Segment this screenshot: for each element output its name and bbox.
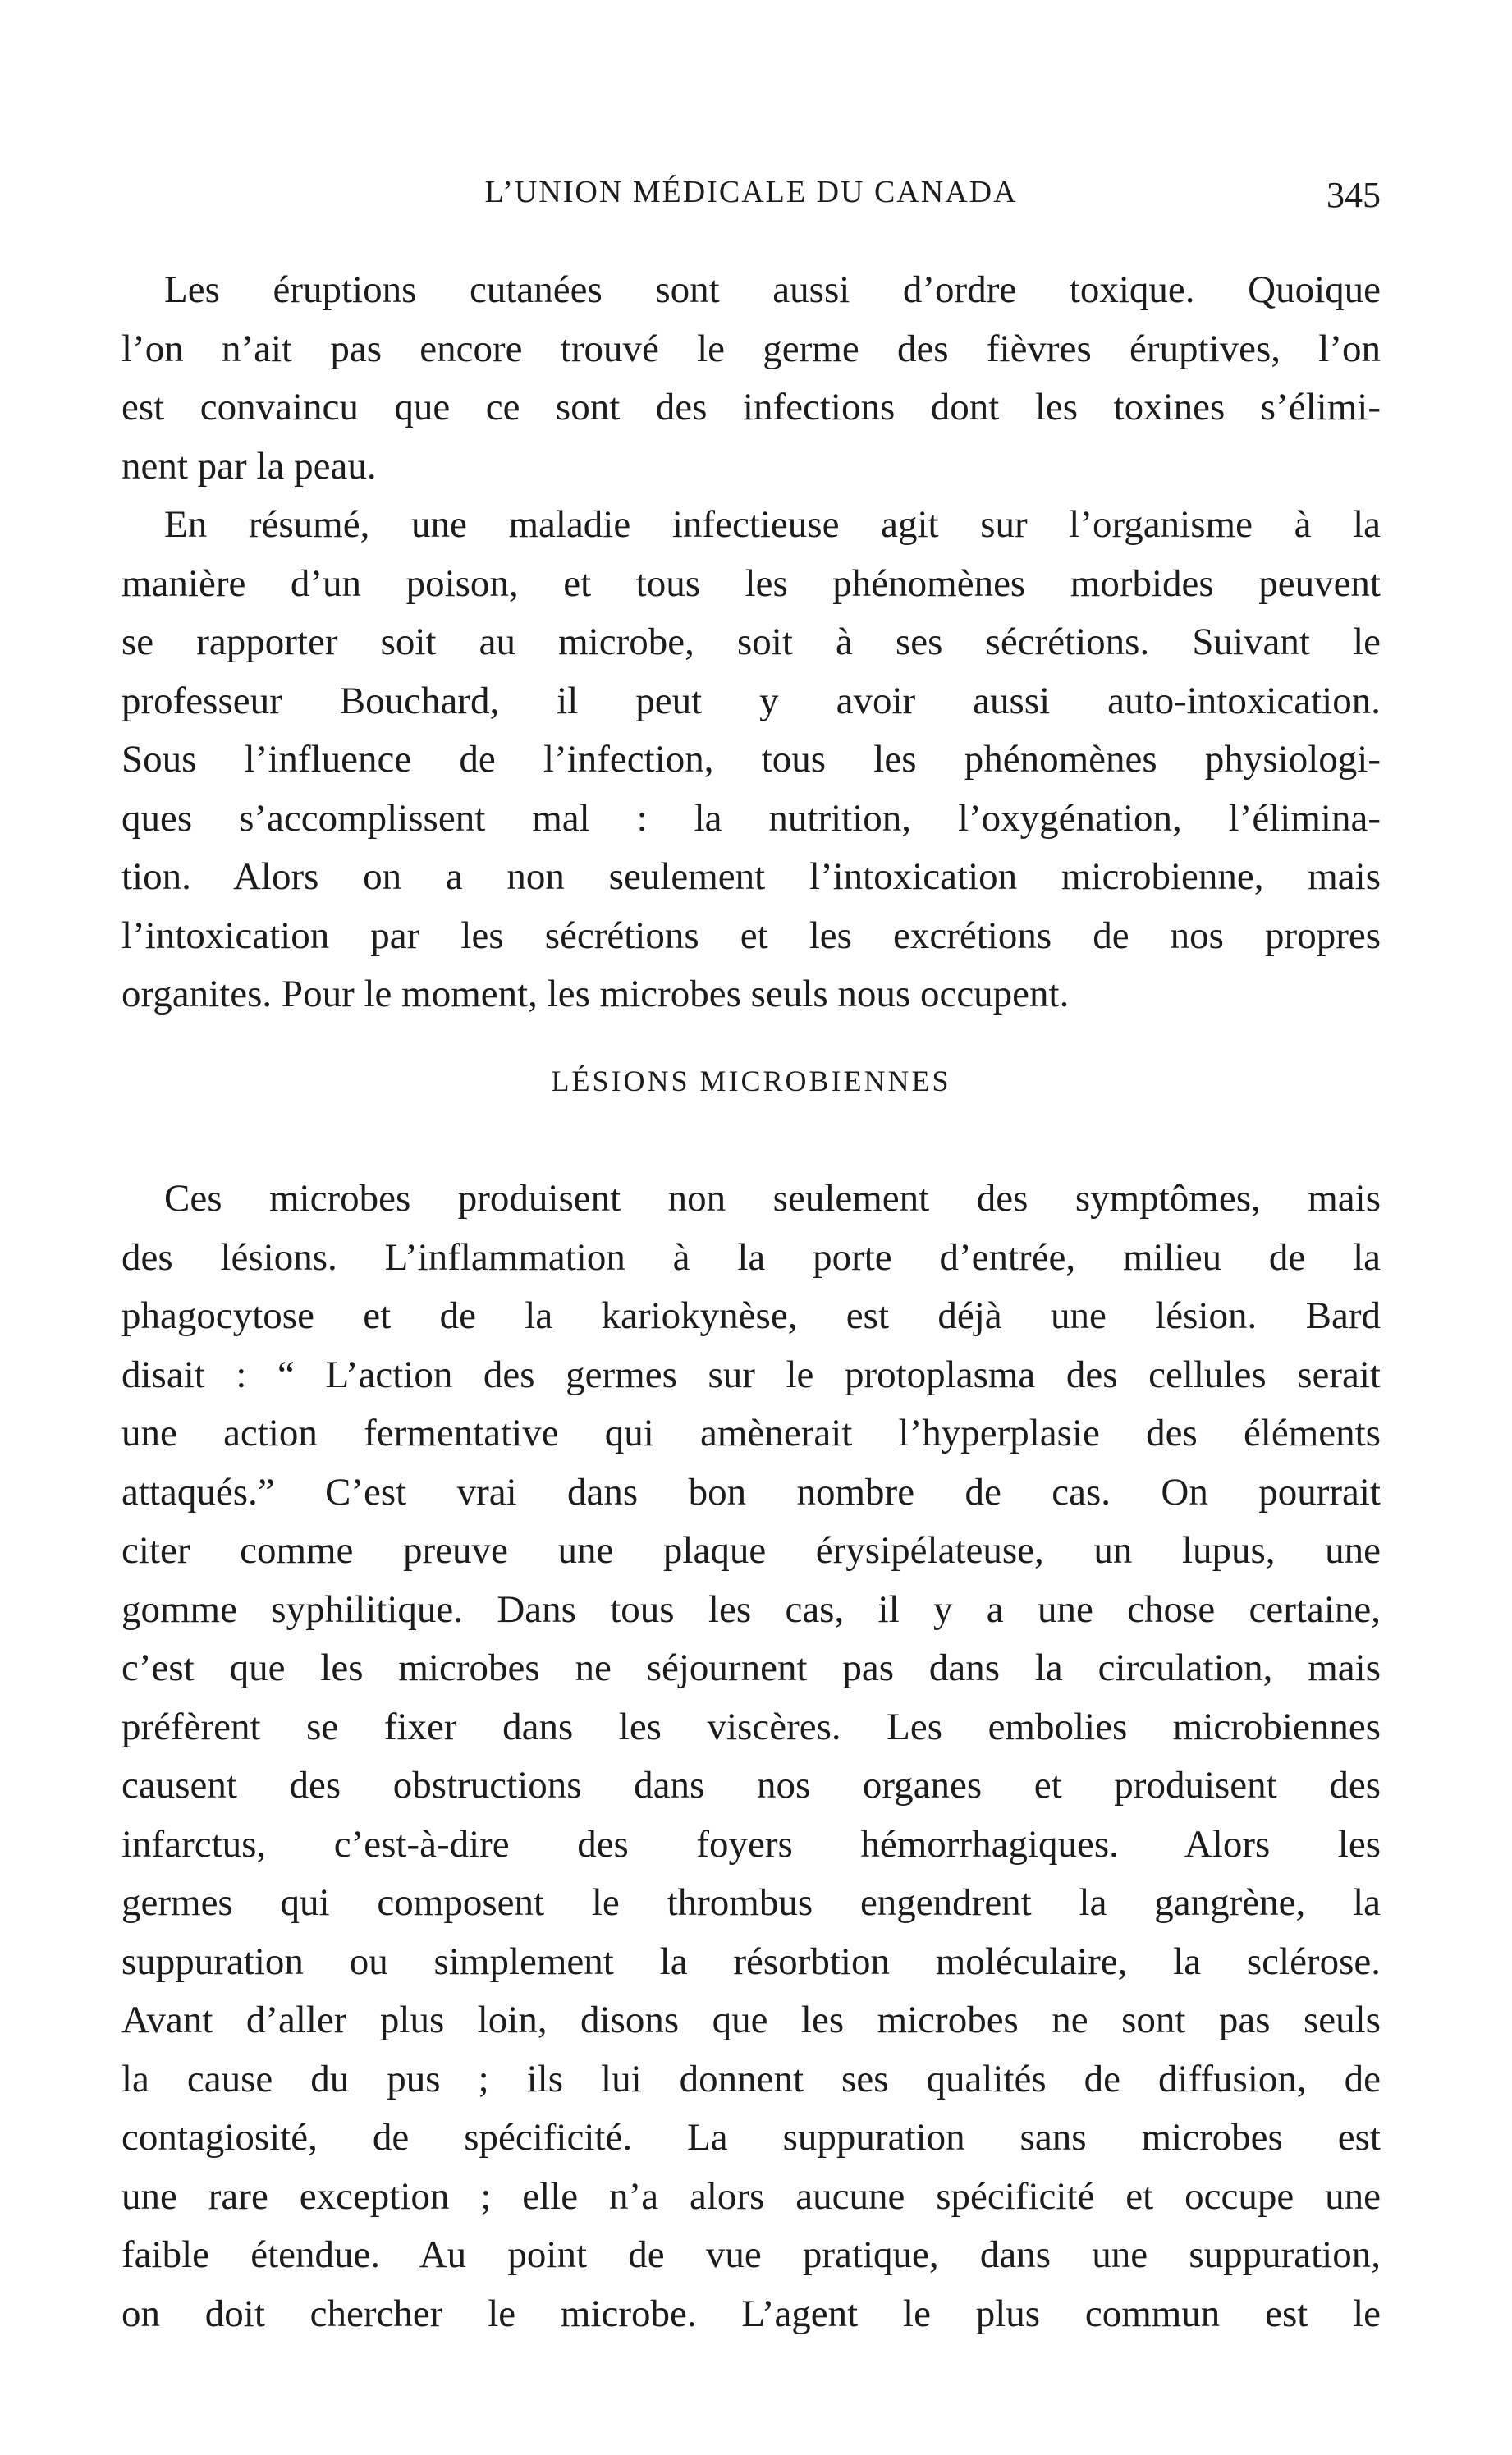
text-line: germes qui composent le thrombus engendrent la gangrène, la xyxy=(121,1881,1381,1924)
text-line: nent par la peau. xyxy=(121,444,377,488)
text-line: disait : “ L’action des germes sur le protoplasma des cellules serait xyxy=(121,1353,1381,1396)
section-heading: LÉSIONS MICROBIENNES xyxy=(551,1065,951,1097)
text-line: suppuration ou simplement la résorbtion moléculaire, la sclérose. xyxy=(121,1940,1381,1983)
text-line: phagocytose et de la kariokynèse, est déjà une lésion. Bard xyxy=(121,1294,1381,1337)
page-number: 345 xyxy=(1326,175,1381,215)
text-line: des lésions. L’inflammation à la porte d’entrée, milieu de la xyxy=(121,1235,1381,1279)
page-header xyxy=(121,174,1381,223)
text-line: ques s’accomplissent mal : la nutrition, l’oxygénation, l’élimina- xyxy=(121,796,1381,840)
text-line: manière d’un poison, et tous les phénomènes morbides peuvent xyxy=(121,561,1381,605)
text-line: citer comme preuve une plaque érysipélateuse, un lupus, une xyxy=(121,1529,1381,1572)
text-line: faible étendue. Au point de vue pratique, dans une suppuration, xyxy=(121,2233,1381,2276)
text-line: gomme syphilitique. Dans tous les cas, il y a une chose certaine, xyxy=(121,1587,1381,1631)
text-line: on doit chercher le microbe. L’agent le plus commun est le xyxy=(121,2292,1381,2335)
text-line: l’intoxication par les sécrétions et les excrétions de nos propres xyxy=(121,914,1381,957)
text-line: la cause du pus ; ils lui donnent ses qualités de diffusion, de xyxy=(121,2057,1381,2100)
text-line: l’on n’ait pas encore trouvé le germe des fièvres éruptives, l’on xyxy=(121,327,1381,370)
text-line: c’est que les microbes ne séjournent pas dans la circulation, mais xyxy=(121,1647,1381,1689)
text-line: Avant d’aller plus loin, disons que les microbes ne sont pas seuls xyxy=(121,1999,1381,2041)
text-line: Sous l’influence de l’infection, tous les phénomènes physiologi- xyxy=(121,738,1381,781)
text-line: organites. Pour le moment, les microbes seuls nous occupent. xyxy=(121,973,1070,1015)
text-line: Ces microbes produisent non seulement des symptômes, mais xyxy=(164,1177,1381,1220)
text-line: infarctus, c’est-à-dire des foyers hémorrhagiques. Alors les xyxy=(121,1822,1381,1866)
text-line: causent des obstructions dans nos organes et produisent des xyxy=(121,1764,1381,1807)
text-line: préfèrent se fixer dans les viscères. Les embolies microbiennes xyxy=(121,1705,1381,1748)
text-line: En résumé, une maladie infectieuse agit sur l’organisme à la xyxy=(164,503,1381,546)
body-text-bottom xyxy=(121,1170,1381,2343)
running-title: L’UNION MÉDICALE DU CANADA xyxy=(484,175,1018,209)
text-line: une action fermentative qui amènerait l’hyperplasie des éléments xyxy=(121,1412,1381,1454)
text-line: attaqués.” C’est vrai dans bon nombre de cas. On pourrait xyxy=(121,1470,1381,1514)
text-line: contagiosité, de spécificité. La suppuration sans microbes est xyxy=(121,2116,1381,2159)
text-line: Les éruptions cutanées sont aussi d’ordre toxique. Quoique xyxy=(164,268,1381,311)
text-line: une rare exception ; elle n’a alors aucune spécificité et occupe une xyxy=(121,2174,1381,2218)
body-text-top xyxy=(121,261,1381,1024)
text-line: se rapporter soit au microbe, soit à ses sécrétions. Suivant le xyxy=(121,621,1381,663)
text-line: est convaincu que ce sont des infections dont les toxines s’élimi- xyxy=(121,386,1381,428)
text-line: professeur Bouchard, il peut y avoir aussi auto-intoxication. xyxy=(121,679,1381,722)
text-line: tion. Alors on a non seulement l’intoxication microbienne, mais xyxy=(121,855,1381,898)
